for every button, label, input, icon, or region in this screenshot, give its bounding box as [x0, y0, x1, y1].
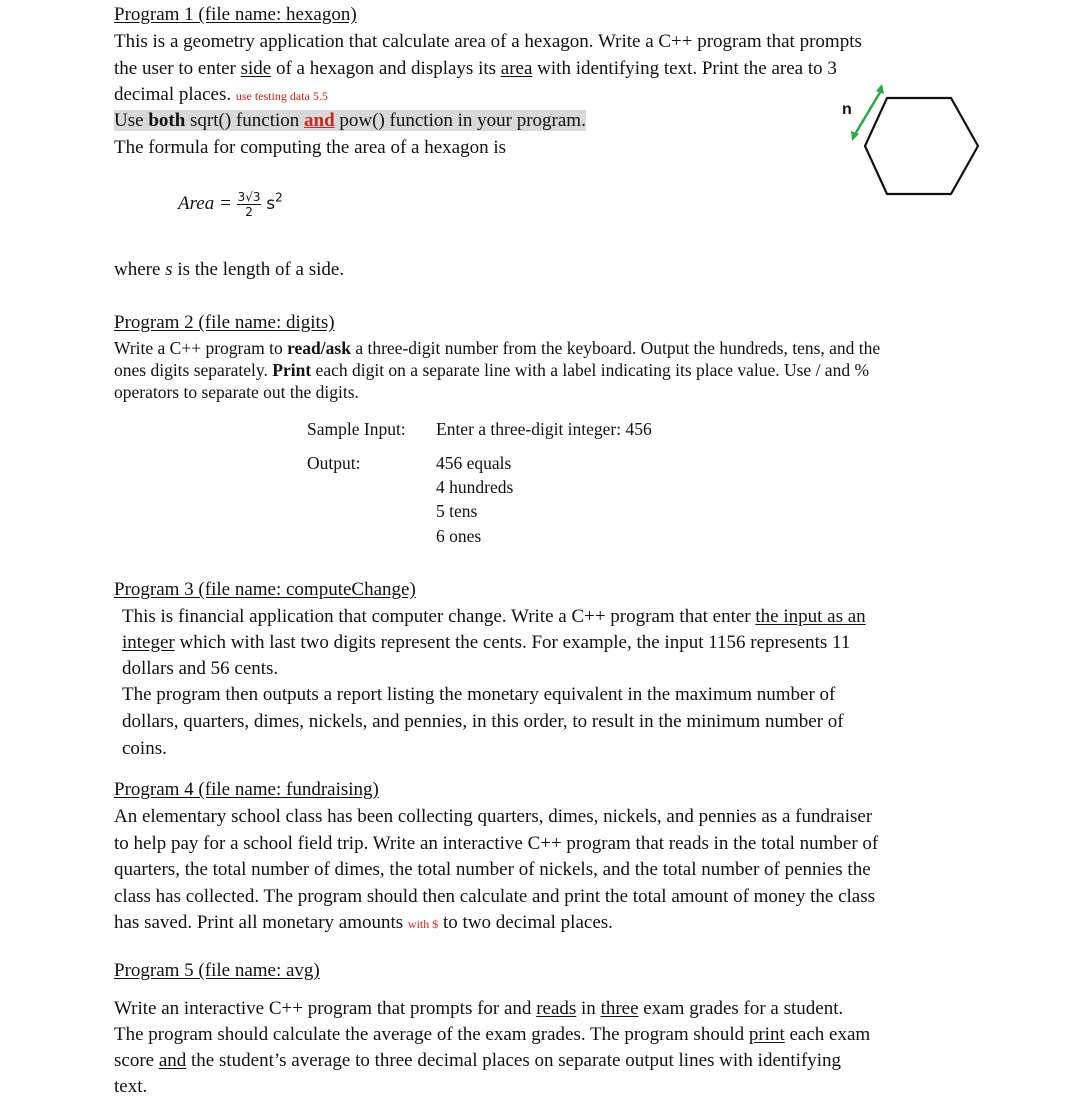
p3-line-3: dollars and 56 cents. — [122, 658, 279, 679]
p4-line-2: to help pay for a school field trip. Write an interactive C++ program that reads in the total number of — [114, 833, 879, 854]
sample-input-value: Enter a three-digit integer: 456 — [436, 419, 652, 439]
p3-line-1: This is financial application that computer change. Write a C++ program that enter the input as an — [122, 606, 866, 627]
p3-line-6: coins. — [122, 738, 167, 759]
sample-input-label: Sample Input: — [307, 419, 406, 439]
p4-line-4: class has collected. The program should then calculate and print the total amount of money the class — [114, 886, 876, 907]
program-4-title: Program 4 (file name: fundraising) — [114, 779, 379, 800]
p1-line-3: decimal places. use testing data 5.5 — [114, 84, 328, 105]
p1-line-5: The formula for computing the area of a hexagon is — [114, 137, 506, 158]
side-label: n — [842, 101, 852, 118]
hexagon-diagram — [838, 80, 988, 200]
p5-line-3: score and the student’s average to three decimal places on separate output lines with identifying — [114, 1050, 842, 1071]
output-line: 6 ones — [436, 526, 482, 546]
arrow-head-bottom — [851, 131, 859, 141]
output-line: 4 hundreds — [436, 477, 514, 497]
p4-line-1: An elementary school class has been collecting quarters, dimes, nickels, and pennies as a fundraiser — [114, 806, 873, 827]
p3-line-4: The program then outputs a report listing the monetary equivalent in the maximum number of — [122, 684, 836, 705]
program-3-title: Program 3 (file name: computeChange) — [114, 579, 416, 600]
output-label: Output: — [307, 453, 361, 473]
output-line: 5 tens — [436, 501, 478, 521]
p5-line-4: text. — [114, 1076, 148, 1097]
hexagon-shape — [865, 98, 978, 194]
p1-where: where s is the length of a side. — [114, 259, 345, 280]
p3-line-2: integer which with last two digits represent the cents. For example, the input 1156 represents 11 — [122, 632, 851, 653]
arrow-head-top — [876, 84, 884, 94]
dollar-note: with $ — [407, 917, 439, 931]
output-line: 456 equals — [436, 453, 512, 473]
p1-line-1: This is a geometry application that calculate area of a hexagon. Write a C++ program that prompts — [114, 31, 862, 52]
program-2-title: Program 2 (file name: digits) — [114, 312, 335, 333]
p4-line-3: quarters, the total number of dimes, the total number of nickels, and the total number of pennies the — [114, 859, 871, 880]
area-formula: Area = $\frac{3√3}{2}$ $s^2$ — [178, 190, 283, 219]
program-1-title: Program 1 (file name: hexagon) — [114, 4, 357, 25]
p1-line-4: Use both sqrt() function and pow() function in your program. — [114, 110, 586, 131]
p2-line-3: operators to separate out the digits. — [114, 382, 359, 402]
p2-line-1: Write a C++ program to read/ask a three-digit number from the keyboard. Output the hundreds, tens, and the — [114, 338, 881, 358]
p1-line-2: the user to enter side of a hexagon and displays its area with identifying text. Print the area to 3 — [114, 58, 837, 79]
side-arrow-line — [854, 89, 882, 136]
p4-line-5: has saved. Print all monetary amounts with $ to two decimal places. — [114, 912, 613, 933]
testing-data-note: use testing data 5.5 — [235, 89, 328, 103]
p2-line-2: ones digits separately. Print each digit on a separate line with a label indicating its place value. Use / and % — [114, 360, 870, 380]
p5-line-1: Write an interactive C++ program that prompts for and reads in three exam grades for a student. — [114, 998, 844, 1019]
program-5-title: Program 5 (file name: avg) — [114, 960, 320, 981]
p5-line-2: The program should calculate the average of the exam grades. The program should print each exam — [114, 1024, 871, 1045]
p3-line-5: dollars, quarters, dimes, nickels, and pennies, in this order, to result in the minimum number of — [122, 711, 844, 732]
